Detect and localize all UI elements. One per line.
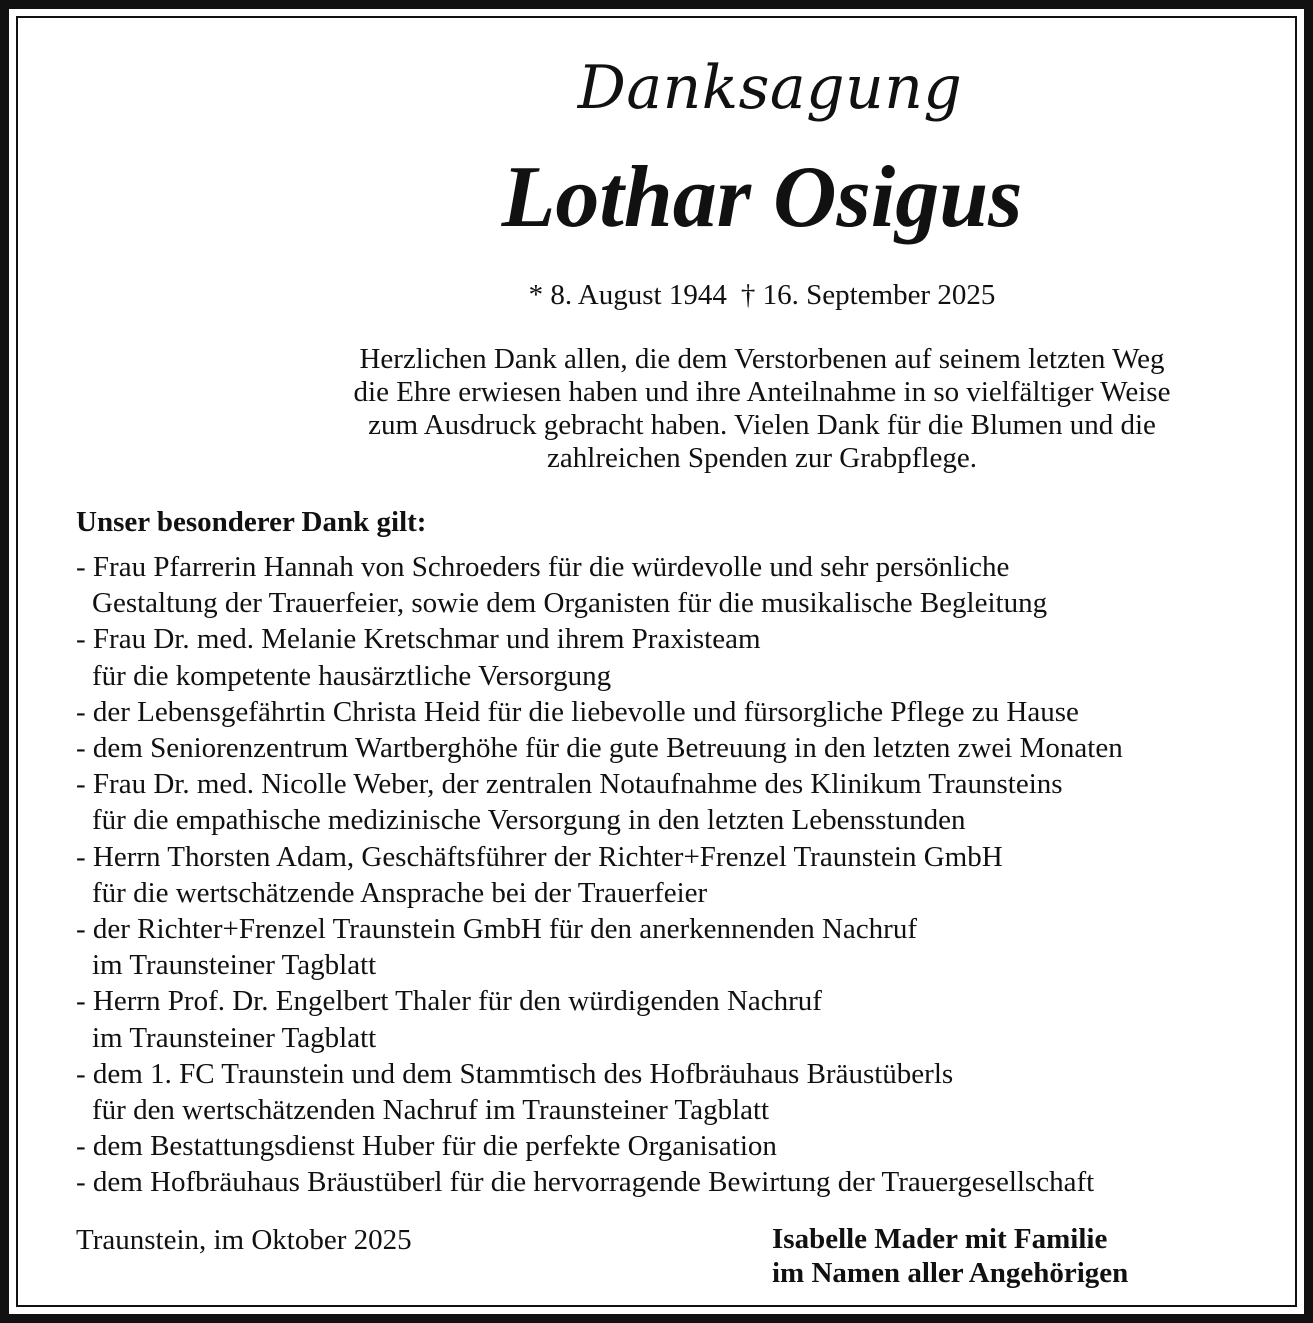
- intro-line: Herzlichen Dank allen, die dem Verstorbenen auf seinem letzten Weg: [359, 343, 1165, 375]
- list-item-continuation: für den wertschätzenden Nachruf im Traunsteiner Tagblatt: [92, 1094, 770, 1127]
- list-item: [76, 983, 1276, 1055]
- thanks-list: [76, 549, 1276, 1201]
- list-item: [76, 911, 1276, 983]
- birth-date: * 8. August 1944: [528, 279, 727, 311]
- list-item-text: - dem Hofbräuhaus Bräustüberl für die hervorragende Bewirtung der Trauergesellschaft: [76, 1166, 1095, 1199]
- signature-block: [772, 1222, 1128, 1290]
- list-item: [76, 766, 1276, 838]
- list-item-text: - der Lebensgefährtin Christa Heid für die liebevolle und fürsorgliche Pflege zu Hause: [76, 695, 1079, 728]
- list-item-text: - Frau Dr. med. Melanie Kretschmar und ihrem Praxisteam: [76, 623, 761, 656]
- list-item-text: - Herrn Prof. Dr. Engelbert Thaler für den würdigenden Nachruf: [76, 985, 822, 1018]
- list-item-text: - Frau Dr. med. Nicolle Weber, der zentralen Notaufnahme des Klinikum Traunsteins: [76, 768, 1063, 801]
- intro-line: zum Ausdruck gebracht haben. Vielen Dank für die Blumen und die: [368, 409, 1156, 441]
- thanks-heading: Unser besonderer Dank gilt:: [76, 506, 427, 538]
- intro-line: die Ehre erwiesen haben und ihre Anteilnahme in so vielfältiger Weise: [353, 376, 1171, 408]
- list-item-text: - Herrn Thorsten Adam, Geschäftsführer der Richter+Frenzel Traunstein GmbH: [76, 840, 1003, 873]
- notice-heading: Danksagung: [577, 53, 963, 123]
- list-item-text: - der Richter+Frenzel Traunstein GmbH für den anerkennenden Nachruf: [76, 913, 917, 946]
- list-item-continuation: Gestaltung der Trauerfeier, sowie dem Organisten für die musikalische Begleitung: [92, 587, 1048, 620]
- list-item-continuation: für die wertschätzende Ansprache bei der Trauerfeier: [92, 876, 708, 909]
- intro-line: zahlreichen Spenden zur Grabpflege.: [547, 442, 977, 474]
- list-item-continuation: im Traunsteiner Tagblatt: [92, 1021, 377, 1054]
- list-item: [76, 1128, 1276, 1164]
- deceased-name: Lothar Osigus: [501, 149, 1023, 246]
- list-item-continuation: im Traunsteiner Tagblatt: [92, 949, 377, 982]
- death-date: † 16. September 2025: [740, 279, 996, 311]
- list-item-continuation: für die kompetente hausärztliche Versorgung: [92, 659, 612, 692]
- life-dates: [262, 278, 1262, 312]
- list-item: [76, 549, 1276, 621]
- intro-paragraph: [262, 343, 1262, 475]
- list-item: [76, 621, 1276, 693]
- signature-line: im Namen aller Angehörigen: [772, 1257, 1129, 1289]
- signature-line: Isabelle Mader mit Familie: [772, 1223, 1108, 1255]
- place-and-date: Traunstein, im Oktober 2025: [76, 1224, 412, 1256]
- list-item-text: - Frau Pfarrerin Hannah von Schroeders für die würdevolle und sehr persönliche: [76, 551, 1010, 583]
- list-item-continuation: für die empathische medizinische Versorgung in den letzten Lebensstunden: [92, 804, 966, 837]
- list-item: [76, 694, 1276, 730]
- list-item: [76, 839, 1276, 911]
- list-item: [76, 1056, 1276, 1128]
- list-item-text: - dem 1. FC Traunstein und dem Stammtisch des Hofbräuhaus Bräustüberls: [76, 1057, 954, 1090]
- list-item-text: - dem Bestattungsdienst Huber für die perfekte Organisation: [76, 1130, 777, 1163]
- list-item: [76, 1164, 1276, 1200]
- list-item-text: - dem Seniorenzentrum Wartberghöhe für die gute Betreuung in den letzten zwei Monaten: [76, 732, 1123, 765]
- list-item: [76, 730, 1276, 766]
